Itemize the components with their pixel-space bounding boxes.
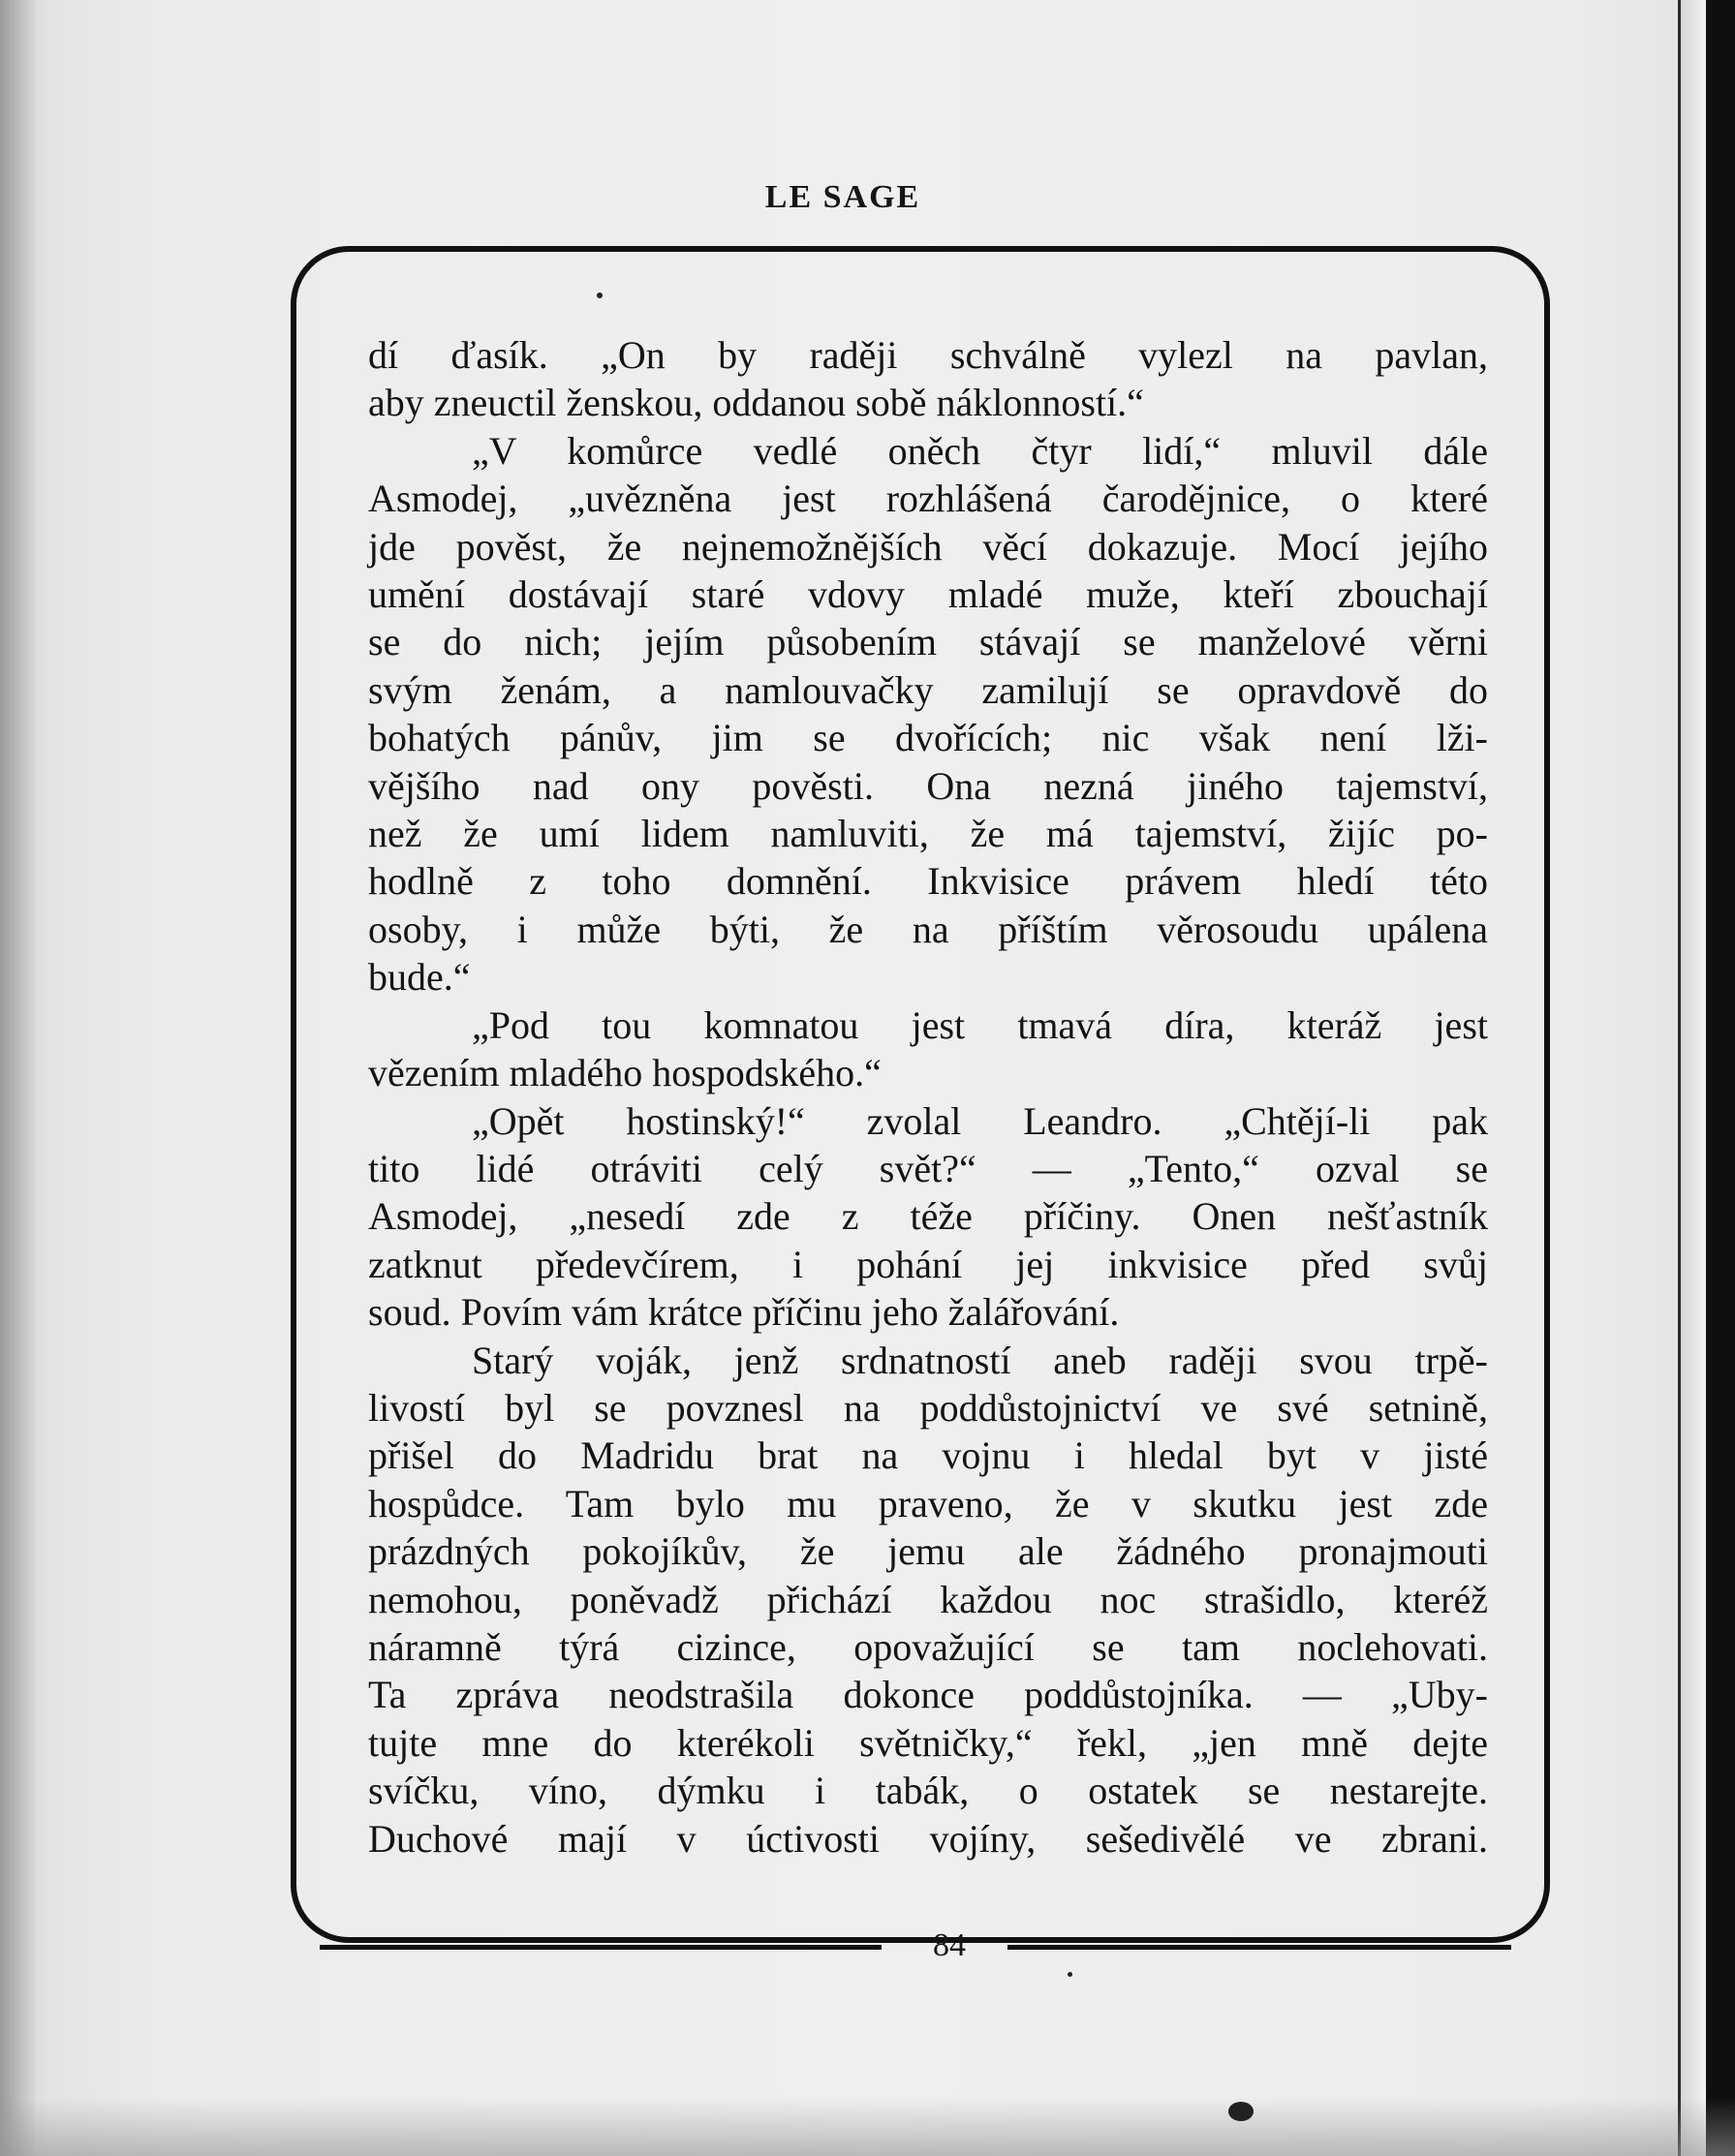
- text-line: Asmodej, „nesedí zde z téže příčiny. Onen nešťastník: [368, 1194, 1488, 1239]
- text-line: tito lidé otráviti celý svět?“ — „Tento,“ ozval se: [368, 1146, 1488, 1190]
- ink-speck: [1068, 1972, 1072, 1977]
- text-line: náramně týrá cizince, opovažující se tam noclehovati.: [368, 1624, 1488, 1669]
- bottom-page-shadow: [0, 2098, 1735, 2156]
- text-line: vězením mladého hospodského.“: [368, 1051, 882, 1095]
- text-line: osoby, i může býti, že na příštím věrosoudu upálena: [368, 907, 1488, 951]
- text-line: Duchové mají v úctivosti vojíny, sešedivělé ve zbrani.: [368, 1816, 1488, 1861]
- frame-bottom-rule-right: [1007, 1945, 1511, 1950]
- text-line: svíčku, víno, dýmku i tabák, o ostatek se nestarejte.: [368, 1769, 1488, 1813]
- text-line: „Pod tou komnatou jest tmavá díra, kteráž jest: [472, 1002, 1488, 1047]
- text-line: „V komůrce vedlé oněch čtyr lidí,“ mluvil dále: [472, 428, 1488, 473]
- text-line: vějšího nad ony pověsti. Ona nezná jiného tajemství,: [368, 763, 1488, 808]
- text-line: přišel do Madridu brat na vojnu i hledal byt v jisté: [368, 1433, 1488, 1478]
- right-page-edge: [1678, 0, 1706, 2156]
- text-line: tujte mne do kterékoli světničky,“ řekl, „jen mně dejte: [368, 1720, 1488, 1765]
- text-line: než že umí lidem namluviti, že má tajemství, žijíc po-: [368, 812, 1488, 856]
- text-line: prázdných pokojíkův, že jemu ale žádného pronajmouti: [368, 1529, 1488, 1574]
- text-line: svým ženám, a namlouvačky zamilují se opravdově do: [368, 667, 1488, 712]
- text-line: nemohou, poněvadž přichází každou noc strašidlo, kteréž: [368, 1577, 1488, 1621]
- body-text: [368, 331, 1488, 1863]
- text-line: Starý voják, jenž srdnatností aneb raději svou trpě-: [472, 1338, 1488, 1382]
- ink-speck: [597, 293, 603, 298]
- text-line: bude.“: [368, 955, 471, 1000]
- text-line: dí ďasík. „On by raději schválně vylezl na pavlan,: [368, 333, 1488, 377]
- frame-bottom-rule-left: [320, 1945, 882, 1950]
- running-head: LE SAGE: [764, 179, 921, 215]
- text-line: soud. Povím vám krátce příčinu jeho žalářování.: [368, 1290, 1120, 1335]
- text-line: Asmodej, „uvězněna jest rozhlášená čarodějnice, o které: [368, 477, 1488, 521]
- text-line: „Opět hostinský!“ zvolal Leandro. „Chtějí-li pak: [472, 1098, 1488, 1143]
- text-line: jde pověst, že nejnemožnějších věcí dokazuje. Mocí jejího: [368, 524, 1488, 569]
- text-line: livostí byl se povznesl na poddůstojnictví ve své setnině,: [368, 1385, 1488, 1430]
- ink-speck: [1228, 2102, 1254, 2121]
- text-line: Ta zpráva neodstrašila dokonce poddůstojníka. — „Uby-: [368, 1673, 1488, 1717]
- page-number: 84: [933, 1927, 966, 1963]
- scan-background-edge: [1706, 0, 1735, 2156]
- text-line: bohatých pánův, jim se dvořících; nic však není lži-: [368, 716, 1488, 760]
- text-line: hodlně z toho domnění. Inkvisice právem hledí této: [368, 859, 1488, 904]
- text-line: hospůdce. Tam bylo mu praveno, že v skutku jest zde: [368, 1481, 1488, 1525]
- left-page-shadow: [0, 0, 35, 2156]
- text-line: aby zneuctil ženskou, oddanou sobě náklonností.“: [368, 381, 1144, 425]
- text-line: zatknut předevčírem, i pohání jej inkvisice před svůj: [368, 1242, 1488, 1286]
- text-line: se do nich; jejím působením stávají se manželové věrni: [368, 620, 1488, 664]
- text-line: umění dostávají staré vdovy mladé muže, kteří zbouchají: [368, 572, 1488, 617]
